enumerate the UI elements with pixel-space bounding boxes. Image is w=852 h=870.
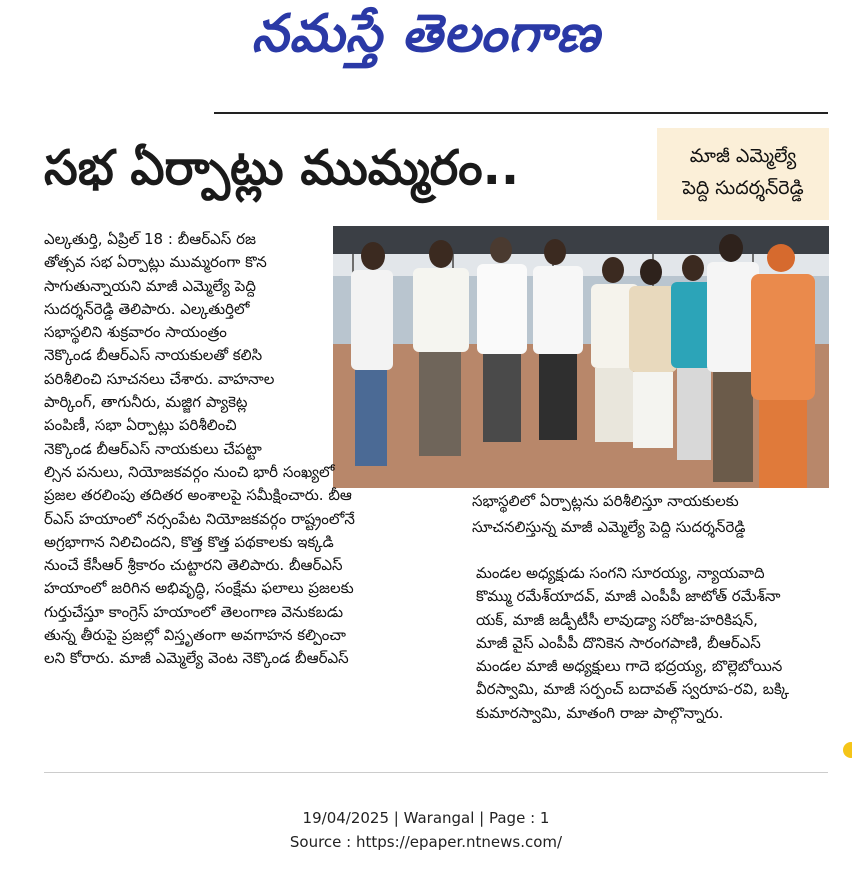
article-right-column	[476, 562, 828, 725]
article-line: పరిశీలించి సూచనలు చేశారు. వాహనాల	[44, 369, 275, 388]
photo-caption	[472, 488, 828, 540]
article-line: సుదర్శన్‌రెడ్డి తెలిపారు. ఎల్కతుర్తిలో	[44, 299, 250, 318]
mla-name-box	[657, 128, 829, 220]
article-line: తున్న తీరుపై ప్రజల్లో విస్తృతంగా అవగాహన కల్పించా	[44, 626, 346, 645]
article-line: ఎల్కతుర్తి, ఏప్రిల్ 18 : బీఆర్‌ఎస్ రజ	[44, 230, 256, 248]
mla-box-line2: పెద్ది సుదర్శన్‌రెడ్డి	[682, 177, 804, 199]
article-line: నెక్కొండ బీఆర్‌ఎస్ నాయకులు చేపట్టా	[44, 439, 262, 458]
article-left-column	[44, 228, 466, 671]
headline: సభ ఏర్పాట్లు ముమ్మరం..	[44, 140, 520, 196]
article-line: ర్‌ఎస్ హయాంలో నర్సంపేట నియోజకవర్గం రాష్ట్రంలోనే	[44, 509, 355, 528]
article-line: తోత్సవ సభ ఏర్పాట్లు ముమ్మరంగా కొన	[44, 253, 267, 272]
article-line: మండల మాజీ అధ్యక్షులు గాదె భద్రయ్య, బొల్లెబోయిన	[476, 657, 783, 676]
article-line: వీరస్వామి, మాజీ సర్పంచ్ బదావత్ స్వరూప-రవి, బక్కి	[476, 680, 790, 699]
article-line: మాజీ వైస్ ఎంపీపీ దొనికెన సారంగపాణి, బీఆర్‌ఎస్	[476, 633, 761, 652]
article-line: కొమ్ము రమేశ్‌యాదవ్, మాజీ ఎంపీపీ జాటోత్ రమేశ్‌నా	[476, 587, 781, 606]
article-line: కుమారస్వామి, మాతంగి రాజు పాల్గొన్నారు.	[476, 703, 724, 722]
article-line: లని కోరారు. మాజీ ఎమ్మెల్యే వెంట నెక్కొండ బీఆర్‌ఎస్	[44, 649, 349, 668]
article-line: నుంచే కేసీఆర్ శ్రీకారం చుట్టారని తెలిపారు. బీఆర్‌ఎస్	[44, 556, 343, 575]
mla-box-line1: మాజీ ఎమ్మెల్యే	[689, 145, 797, 167]
article-line: యక్, మాజీ జడ్పీటీసీ లావుడ్యా సరోజ-హరికిషన్,	[476, 610, 758, 629]
footer	[0, 806, 852, 854]
footer-date-edition: 19/04/2025 | Warangal | Page : 1	[302, 809, 550, 827]
newspaper-logo: నమస్తే తెలంగాణ	[251, 4, 601, 64]
article-line: ల్సిన పనులు, నియోజకవర్గం నుంచి భారీ సంఖ్యలో	[44, 462, 335, 481]
footer-divider	[44, 772, 828, 773]
article-line: మండల అధ్యక్షుడు సంగని సూరయ్య, న్యాయవాది	[476, 564, 765, 582]
footer-source-link[interactable]: Source : https://epaper.ntnews.com/	[289, 833, 563, 851]
photo-caption-line2: సూచనలిస్తున్న మాజీ ఎమ్మెల్యే పెద్ది సుదర్శన్‌రెడ్డి	[472, 518, 746, 536]
article-line: గుర్తుచేస్తూ కాంగ్రెస్ హయాంలో తెలంగాణ వెనుకబడు	[44, 602, 344, 621]
article-line: నెక్కొండ బీఆర్‌ఎస్ నాయకులతో కలిసి	[44, 346, 263, 365]
article-line: పంపిణీ, సభా ఏర్పాట్లు పరిశీలించి	[44, 416, 237, 435]
article-line: సాగుతున్నాయని మాజీ ఎమ్మెల్యే పెద్ది	[44, 276, 256, 295]
photo-caption-line1: సభాస్థలిలో ఏర్పాట్లను పరిశీలిస్తూ నాయకులకు	[472, 492, 739, 510]
masthead	[0, 0, 852, 80]
article-line: సభాస్థలిని శుక్రవారం సాయంత్రం	[44, 323, 227, 342]
header-rule	[214, 112, 828, 114]
edge-marker-icon	[843, 742, 852, 758]
article-line: హయాంలో జరిగిన అభివృద్ధి, సంక్షేమ ఫలాలు ప్రజలకు	[44, 579, 354, 598]
article-line: పార్కింగ్, తాగునీరు, మజ్జిగ ప్యాకెట్ల	[44, 393, 248, 412]
article-line: అగ్రభాగాన నిలిచిందని, కొత్త కొత్త పథకాలకు ఇక్కడి	[44, 532, 334, 551]
article-line: ప్రజల తరలింపు తదితర అంశాలపై సమీక్షించారు. బీఆ	[44, 486, 352, 505]
